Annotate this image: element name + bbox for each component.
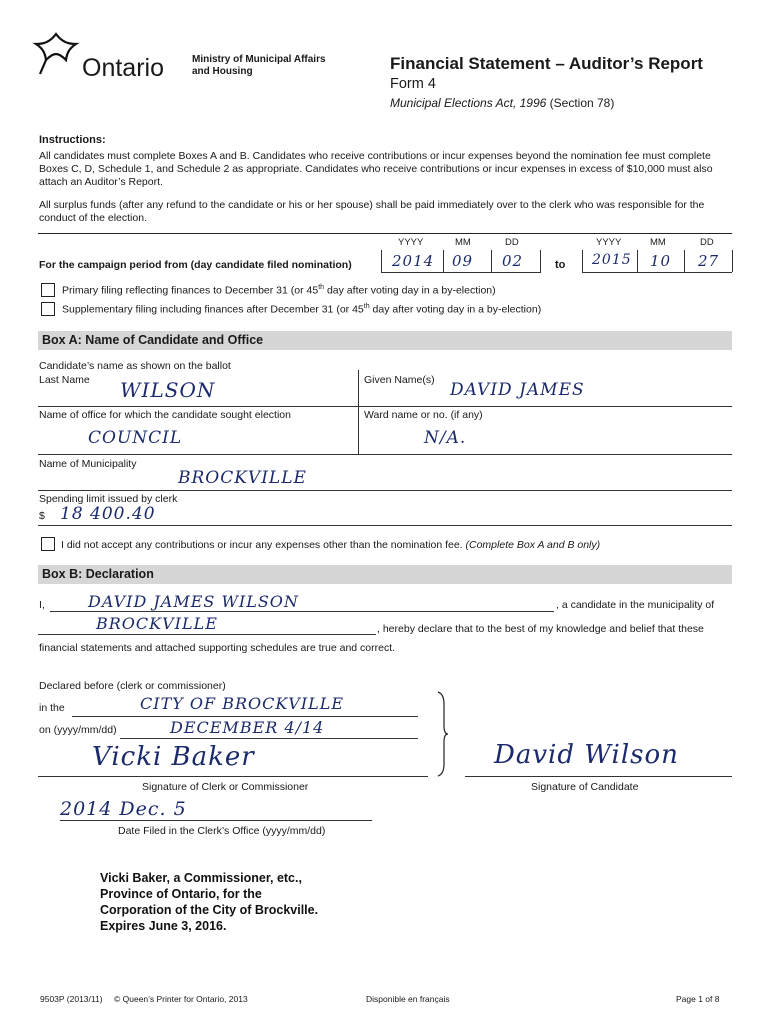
ministry-name: Ministry of Municipal Affairs and Housing: [192, 54, 326, 77]
period-to-label: to: [555, 259, 566, 271]
field-border: [381, 250, 382, 272]
hereby-text: , hereby declare that to the best of my knowledge and belief that these: [377, 623, 704, 635]
field-border: [684, 250, 685, 272]
logo-wordmark: Ontario: [82, 54, 164, 82]
on-date-label: on (yyyy/mm/dd): [39, 724, 117, 736]
field-underline: [582, 272, 732, 273]
spending-limit-label: Spending limit issued by clerk: [39, 493, 178, 505]
field-border: [491, 250, 492, 272]
form-code: 9503P (2013/11): [40, 994, 103, 1004]
statement-text: financial statements and attached supporting schedules are true and correct.: [39, 642, 396, 654]
commissioner-stamp: [100, 870, 318, 934]
field-border: [358, 406, 359, 454]
primary-filing-checkbox[interactable]: [41, 283, 55, 297]
col-dd-to: DD: [700, 237, 714, 248]
municipality-line: [38, 634, 376, 635]
col-mm-to: MM: [650, 237, 666, 248]
act-reference: Municipal Elections Act, 1996 (Section 78): [390, 96, 615, 110]
from-day[interactable]: 02: [502, 252, 524, 270]
municipality-value[interactable]: BROCKVILLE: [178, 468, 307, 488]
candidate-in-text: , a candidate in the municipality of: [556, 599, 715, 611]
in-the-value[interactable]: CITY OF BROCKVILLE: [140, 694, 345, 713]
clerk-signature-label: Signature of Clerk or Commissioner: [142, 781, 309, 793]
candidate-signature-line: [465, 776, 732, 777]
page-number: Page 1 of 8: [676, 994, 720, 1004]
stamp-line: Expires June 3, 2016.: [100, 919, 227, 933]
row-divider: [38, 454, 732, 455]
on-date-line: [120, 738, 418, 739]
dollar-sign: $: [39, 510, 45, 522]
bracket-shape: [436, 690, 450, 778]
supplementary-filing-label: Supplementary filing including finances after December 31 (or 45th day after voting day in a by-election): [62, 303, 542, 316]
row-divider: [38, 490, 732, 491]
ward-value[interactable]: N/A.: [424, 428, 467, 448]
to-year[interactable]: 2015: [592, 252, 632, 268]
last-name-value[interactable]: WILSON: [120, 378, 216, 402]
to-day[interactable]: 27: [698, 252, 720, 270]
ward-label: Ward name or no. (if any): [364, 409, 483, 421]
primary-filing-label: Primary filing reflecting finances to December 31 (or 45th day after voting day in a by-election): [62, 284, 496, 297]
declarant-name[interactable]: DAVID JAMES WILSON: [88, 592, 299, 611]
col-mm-from: MM: [455, 237, 471, 248]
stamp-line: Province of Ontario, for the: [100, 887, 262, 901]
from-year[interactable]: 2014: [392, 252, 435, 270]
clerk-signature[interactable]: Vicki Baker: [92, 742, 255, 772]
date-filed-line: [60, 820, 372, 821]
french-available: Disponible en français: [366, 994, 450, 1004]
row-divider: [38, 525, 732, 526]
box-a-header: Box A: Name of Candidate and Office: [38, 331, 732, 350]
row-divider: [38, 406, 732, 407]
divider: [38, 233, 732, 234]
from-month[interactable]: 09: [452, 252, 474, 270]
col-yyyy-from: YYYY: [398, 237, 424, 248]
stamp-line: Vicki Baker, a Commissioner, etc.,: [100, 871, 302, 885]
period-label: For the campaign period from (day candidate filed nomination): [39, 259, 352, 271]
last-name-label: Last Name: [39, 374, 90, 386]
no-contributions-label: I did not accept any contributions or incur any expenses other than the nomination fee. (Complete Box A and B only): [61, 539, 601, 551]
box-b-header: Box B: Declaration: [38, 565, 732, 584]
instructions-text: All candidates must complete Boxes A and B. Candidates who receive contributions or incur expenses beyond the nomination fee must complete Boxes C, D, Schedule 1, and Schedule 2 as appropriate. Candidates who receive contributions or incur expenses in excess of $10,000 must also attach an Auditor’s Report.: [39, 150, 713, 188]
copyright: © Queen’s Printer for Ontario, 2013: [114, 994, 248, 1004]
declaration-municipality[interactable]: BROCKVILLE: [96, 614, 218, 633]
declarant-name-line: [50, 611, 554, 612]
date-filed-value[interactable]: 2014 Dec. 5: [60, 798, 187, 820]
instructions-heading: Instructions:: [39, 134, 106, 146]
given-name-label: Given Name(s): [364, 374, 435, 386]
date-filed-label: Date Filed in the Clerk’s Office (yyyy/mm/dd): [118, 825, 326, 837]
field-underline: [381, 272, 541, 273]
ballot-note: Candidate’s name as shown on the ballot: [39, 360, 231, 372]
field-border: [637, 250, 638, 272]
municipality-label: Name of Municipality: [39, 458, 137, 470]
to-month[interactable]: 10: [650, 252, 672, 270]
form-title: Financial Statement – Auditor’s Report: [390, 54, 703, 73]
field-border: [443, 250, 444, 272]
surplus-text: All surplus funds (after any refund to the candidate or his or her spouse) shall be paid immediately over to the clerk who was responsible for the conduct of the election.: [39, 199, 705, 224]
spending-limit-value[interactable]: 18 400.40: [60, 504, 156, 524]
trillium-icon: [30, 30, 82, 76]
candidate-signature[interactable]: David Wilson: [494, 740, 679, 770]
field-border: [582, 250, 583, 272]
no-contributions-checkbox[interactable]: [41, 537, 55, 551]
office-value[interactable]: COUNCIL: [88, 428, 183, 448]
office-label: Name of office for which the candidate sought election: [39, 409, 291, 421]
given-name-value[interactable]: DAVID JAMES: [450, 380, 585, 400]
on-date-value[interactable]: DECEMBER 4/14: [170, 718, 325, 737]
col-dd-from: DD: [505, 237, 519, 248]
field-border: [540, 250, 541, 272]
field-border: [732, 250, 733, 272]
form-number: Form 4: [390, 76, 436, 92]
declared-before-label: Declared before (clerk or commissioner): [39, 680, 226, 692]
i-label: I,: [39, 599, 45, 611]
col-yyyy-to: YYYY: [596, 237, 622, 248]
stamp-line: Corporation of the City of Brockville.: [100, 903, 319, 917]
in-the-line: [72, 716, 418, 717]
supplementary-filing-checkbox[interactable]: [41, 302, 55, 316]
field-border: [358, 370, 359, 406]
clerk-signature-line: [38, 776, 428, 777]
in-the-label: in the: [39, 702, 65, 714]
candidate-signature-label: Signature of Candidate: [531, 781, 639, 793]
